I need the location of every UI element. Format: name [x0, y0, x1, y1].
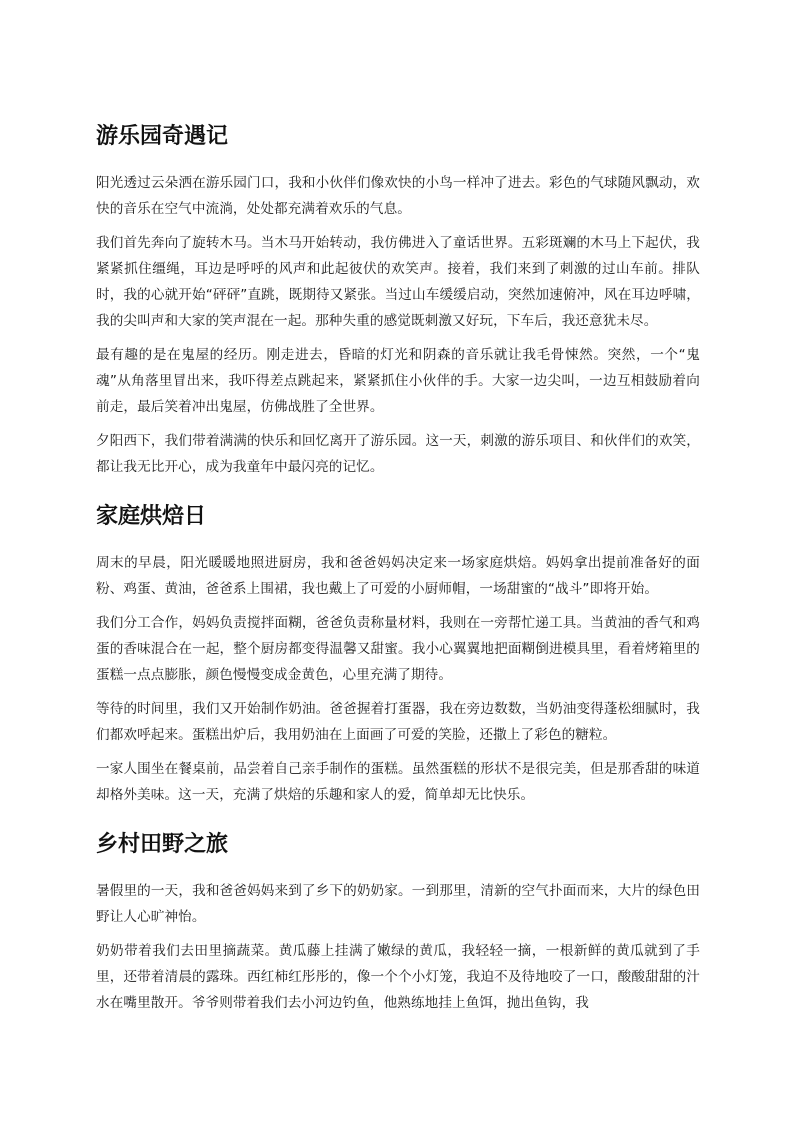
paragraph: 周末的早晨，阳光暖暖地照进厨房，我和爸爸妈妈决定来一场家庭烘焙。妈妈拿出提前准备好的面粉、鸡蛋、黄油，爸爸系上围裙，我也戴上了可爱的小厨师帽，一场甜蜜的“战斗”即将开始。 [96, 555, 700, 597]
paragraph: 我们分工合作，妈妈负责搅拌面糊，爸爸负责称量材料，我则在一旁帮忙递工具。当黄油的香气和鸡蛋的香味混合在一起，整个厨房都变得温馨又甜蜜。我小心翼翼地把面糊倒进模具里，看着烤箱里的蛋糕一点点膨胀，颜色慢慢变成金黄色，心里充满了期待。 [96, 615, 700, 683]
paragraph: 夕阳西下，我们带着满满的快乐和回忆离开了游乐园。这一天，刺激的游乐项目、和伙伴们的欢笑，都让我无比开心，成为我童年中最闪亮的记忆。 [96, 433, 700, 475]
essay-countryside-trip [96, 826, 700, 1016]
paragraph: 阳光透过云朵洒在游乐园门口，我和小伙伴们像欢快的小鸟一样冲了进去。彩色的气球随风飘动，欢快的音乐在空气中流淌，处处都充满着欢乐的气息。 [96, 175, 700, 217]
section-title: 游乐园奇遇记 [96, 124, 229, 149]
essay-amusement-park [96, 118, 700, 480]
section-title: 乡村田野之旅 [96, 832, 229, 857]
section-title: 家庭烘焙日 [96, 504, 207, 529]
paragraph: 我们首先奔向了旋转木马。当木马开始转动，我仿佛进入了童话世界。五彩斑斓的木马上下起伏，我紧紧抓住缰绳，耳边是呼呼的风声和此起彼伏的欢笑声。接着，我们来到了刺激的过山车前。排队时，我的心就开始“砰砰”直跳，既期待又紧张。当过山车缓缓启动，突然加速俯冲，风在耳边呼啸，我的尖叫声和大家的笑声混在一起。那种失重的感觉既刺激又好玩，下车后，我还意犹未尽。 [96, 235, 700, 329]
paragraph: 一家人围坐在餐桌前，品尝着自己亲手制作的蛋糕。虽然蛋糕的形状不是很完美，但是那香甜的味道却格外美味。这一天，充满了烘焙的乐趣和家人的爱，简单却无比快乐。 [96, 761, 700, 803]
paragraph: 等待的时间里，我们又开始制作奶油。爸爸握着打蛋器，我在旁边数数，当奶油变得蓬松细腻时，我们都欢呼起来。蛋糕出炉后，我用奶油在上面画了可爱的笑脸，还撒上了彩色的糖粒。 [96, 701, 700, 743]
document-page [96, 118, 700, 1034]
essay-family-baking [96, 498, 700, 808]
paragraph: 最有趣的是在鬼屋的经历。刚走进去，昏暗的灯光和阴森的音乐就让我毛骨悚然。突然，一个“鬼魂”从角落里冒出来，我吓得差点跳起来，紧紧抓住小伙伴的手。大家一边尖叫，一边互相鼓励着向前走，最后笑着冲出鬼屋，仿佛战胜了全世界。 [96, 347, 700, 415]
paragraph: 暑假里的一天，我和爸爸妈妈来到了乡下的奶奶家。一到那里，清新的空气扑面而来，大片的绿色田野让人心旷神怡。 [96, 883, 700, 925]
paragraph: 奶奶带着我们去田里摘蔬菜。黄瓜藤上挂满了嫩绿的黄瓜，我轻轻一摘，一根新鲜的黄瓜就到了手里，还带着清晨的露珠。西红柿红彤彤的，像一个个小灯笼，我迫不及待地咬了一口，酸酸甜甜的汁水在嘴里散开。爷爷则带着我们去小河边钓鱼，他熟练地挂上鱼饵，抛出鱼钩，我 [96, 943, 700, 1011]
